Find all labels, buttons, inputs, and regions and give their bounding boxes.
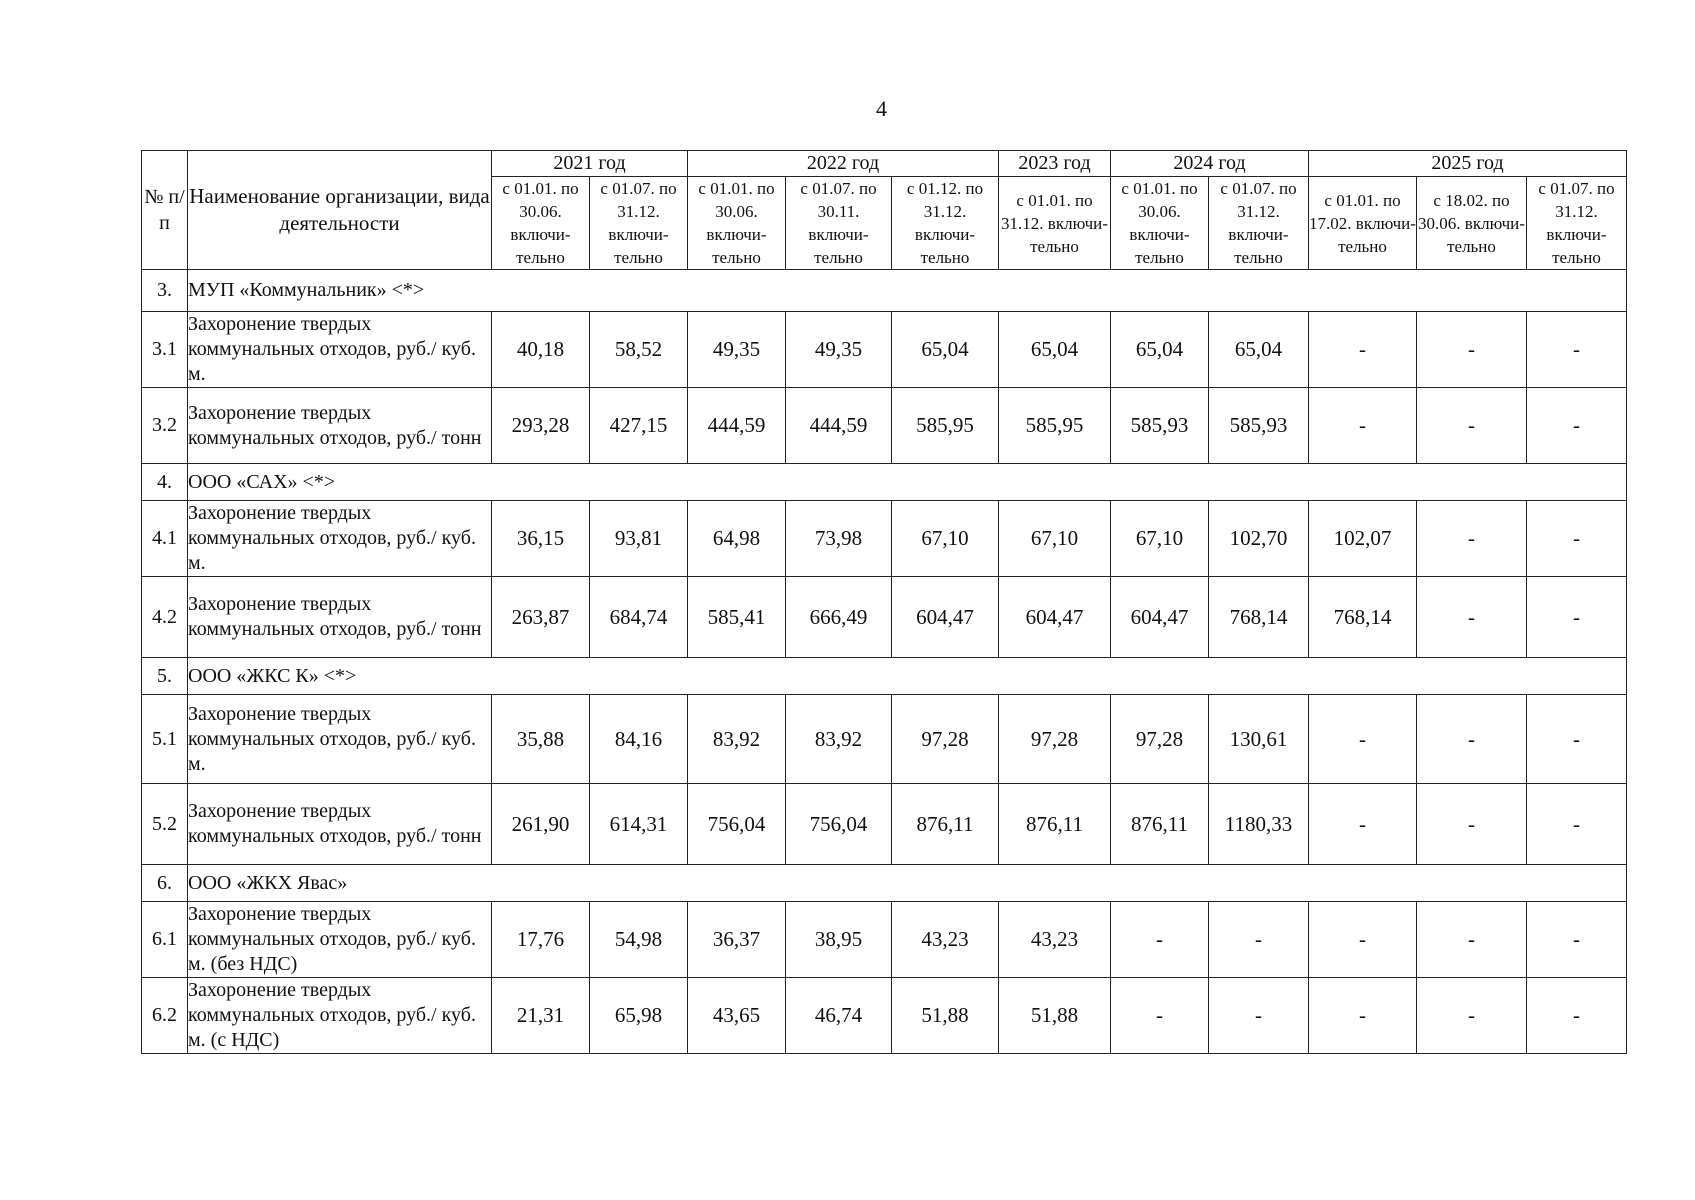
tariff-value: 768,14 xyxy=(1309,577,1417,658)
header-year-2024: 2024 год xyxy=(1111,151,1309,177)
row-name: Захоронение твердых коммунальных отходов, руб./ тонн xyxy=(188,577,492,658)
tariff-value: 51,88 xyxy=(892,978,999,1054)
tariff-value: 614,31 xyxy=(590,784,688,865)
tariff-value: 65,04 xyxy=(1209,312,1309,388)
table-row xyxy=(142,784,1627,865)
tariff-value: 97,28 xyxy=(892,695,999,784)
tariff-value: 17,76 xyxy=(492,902,590,978)
tariff-value: 604,47 xyxy=(1111,577,1209,658)
header-year-2023: 2023 год xyxy=(999,151,1111,177)
header-period: с 18.02. по 30.06. включи-тельно xyxy=(1417,177,1527,270)
tariff-value: 756,04 xyxy=(786,784,892,865)
tariff-value: - xyxy=(1527,501,1627,577)
tariff-value: 65,98 xyxy=(590,978,688,1054)
row-name: Захоронение твердых коммунальных отходов, руб./ куб. м. xyxy=(188,501,492,577)
section-row xyxy=(142,658,1627,695)
tariff-value: 427,15 xyxy=(590,388,688,464)
tariff-value: 130,61 xyxy=(1209,695,1309,784)
row-name: Захоронение твердых коммунальных отходов, руб./ тонн xyxy=(188,388,492,464)
row-number: 6.2 xyxy=(142,978,188,1054)
tariff-value: 585,95 xyxy=(892,388,999,464)
tariff-value: - xyxy=(1527,577,1627,658)
row-number: 3.1 xyxy=(142,312,188,388)
tariff-value: - xyxy=(1309,312,1417,388)
tariff-value: 54,98 xyxy=(590,902,688,978)
tariff-value: 67,10 xyxy=(892,501,999,577)
tariff-value: - xyxy=(1527,902,1627,978)
table-header xyxy=(142,151,1627,270)
row-number: 4.1 xyxy=(142,501,188,577)
tariff-value: - xyxy=(1527,312,1627,388)
tariff-value: 49,35 xyxy=(786,312,892,388)
header-row-number: № п/п xyxy=(142,151,188,270)
header-period: с 01.01. по 30.06. включи-тельно xyxy=(492,177,590,270)
tariff-value: 64,98 xyxy=(688,501,786,577)
header-organization-name: Наименование организации, вида деятельности xyxy=(188,151,492,270)
tariff-value: - xyxy=(1309,978,1417,1054)
tariff-value: 684,74 xyxy=(590,577,688,658)
section-number: 4. xyxy=(142,464,188,501)
section-title: ООО «ЖКХ Явас» xyxy=(188,865,1627,902)
table-row xyxy=(142,312,1627,388)
header-period: с 01.12. по 31.12. включи-тельно xyxy=(892,177,999,270)
tariff-value: 35,88 xyxy=(492,695,590,784)
tariff-value: 263,87 xyxy=(492,577,590,658)
tariff-value: 585,41 xyxy=(688,577,786,658)
tariff-value: - xyxy=(1527,978,1627,1054)
tariff-value: 585,93 xyxy=(1111,388,1209,464)
table-row xyxy=(142,902,1627,978)
page-number: 4 xyxy=(876,96,887,121)
tariff-value: 67,10 xyxy=(1111,501,1209,577)
tariff-value: 36,37 xyxy=(688,902,786,978)
tariff-table xyxy=(141,150,1627,1054)
tariff-value: 444,59 xyxy=(688,388,786,464)
tariff-value: 293,28 xyxy=(492,388,590,464)
tariff-value: - xyxy=(1417,577,1527,658)
tariff-value: 97,28 xyxy=(999,695,1111,784)
tariff-value: - xyxy=(1209,902,1309,978)
tariff-value: - xyxy=(1417,902,1527,978)
section-number: 3. xyxy=(142,270,188,312)
tariff-value: 36,15 xyxy=(492,501,590,577)
tariff-value: 604,47 xyxy=(892,577,999,658)
section-title: МУП «Коммунальник» <*> xyxy=(188,270,1627,312)
tariff-value: 93,81 xyxy=(590,501,688,577)
tariff-value: - xyxy=(1417,978,1527,1054)
header-period: с 01.07. по 31.12. включи-тельно xyxy=(1209,177,1309,270)
tariff-value: 21,31 xyxy=(492,978,590,1054)
tariff-value: 65,04 xyxy=(892,312,999,388)
tariff-value: 756,04 xyxy=(688,784,786,865)
header-period: с 01.07. по 31.12. включи-тельно xyxy=(1527,177,1627,270)
tariff-value: - xyxy=(1209,978,1309,1054)
tariff-value: - xyxy=(1309,784,1417,865)
header-year-2021: 2021 год xyxy=(492,151,688,177)
header-period: с 01.01. по 31.12. включи-тельно xyxy=(999,177,1111,270)
tariff-value: - xyxy=(1111,978,1209,1054)
tariff-value: - xyxy=(1309,902,1417,978)
tariff-value: - xyxy=(1417,388,1527,464)
tariff-value: 261,90 xyxy=(492,784,590,865)
tariff-value: 1180,33 xyxy=(1209,784,1309,865)
table-row xyxy=(142,978,1627,1054)
section-number: 5. xyxy=(142,658,188,695)
tariff-value: 43,23 xyxy=(892,902,999,978)
row-number: 4.2 xyxy=(142,577,188,658)
table-body xyxy=(142,270,1627,1054)
tariff-value: 585,95 xyxy=(999,388,1111,464)
tariff-value: 67,10 xyxy=(999,501,1111,577)
tariff-value: 876,11 xyxy=(1111,784,1209,865)
tariff-value: - xyxy=(1417,312,1527,388)
tariff-value: - xyxy=(1527,695,1627,784)
tariff-value: 876,11 xyxy=(892,784,999,865)
section-title: ООО «ЖКС К» <*> xyxy=(188,658,1627,695)
tariff-value: 83,92 xyxy=(786,695,892,784)
tariff-value: 97,28 xyxy=(1111,695,1209,784)
tariff-value: 43,65 xyxy=(688,978,786,1054)
tariff-value: 58,52 xyxy=(590,312,688,388)
tariff-value: 51,88 xyxy=(999,978,1111,1054)
tariff-value: 666,49 xyxy=(786,577,892,658)
section-number: 6. xyxy=(142,865,188,902)
tariff-value: 444,59 xyxy=(786,388,892,464)
header-period: с 01.07. по 31.12. включи-тельно xyxy=(590,177,688,270)
header-period: с 01.01. по 30.06. включи-тельно xyxy=(1111,177,1209,270)
table-row xyxy=(142,695,1627,784)
row-name: Захоронение твердых коммунальных отходов, руб./ тонн xyxy=(188,784,492,865)
row-name: Захоронение твердых коммунальных отходов, руб./ куб. м. xyxy=(188,695,492,784)
row-name: Захоронение твердых коммунальных отходов, руб./ куб. м. (без НДС) xyxy=(188,902,492,978)
section-row xyxy=(142,270,1627,312)
tariff-value: - xyxy=(1417,784,1527,865)
row-number: 5.1 xyxy=(142,695,188,784)
tariff-value: - xyxy=(1111,902,1209,978)
section-title: ООО «САХ» <*> xyxy=(188,464,1627,501)
tariff-value: 83,92 xyxy=(688,695,786,784)
tariff-value: 102,70 xyxy=(1209,501,1309,577)
tariff-value: 49,35 xyxy=(688,312,786,388)
tariff-value: 585,93 xyxy=(1209,388,1309,464)
tariff-value: - xyxy=(1309,695,1417,784)
row-name: Захоронение твердых коммунальных отходов, руб./ куб. м. xyxy=(188,312,492,388)
table-row xyxy=(142,501,1627,577)
tariff-value: 73,98 xyxy=(786,501,892,577)
section-row xyxy=(142,464,1627,501)
row-name: Захоронение твердых коммунальных отходов, руб./ куб. м. (с НДС) xyxy=(188,978,492,1054)
tariff-value: 876,11 xyxy=(999,784,1111,865)
header-period: с 01.07. по 30.11. включи-тельно xyxy=(786,177,892,270)
tariff-value: - xyxy=(1417,501,1527,577)
tariff-value: - xyxy=(1527,784,1627,865)
tariff-value: - xyxy=(1309,388,1417,464)
tariff-value: 40,18 xyxy=(492,312,590,388)
tariff-value: 43,23 xyxy=(999,902,1111,978)
row-number: 5.2 xyxy=(142,784,188,865)
tariff-value: 38,95 xyxy=(786,902,892,978)
header-period: с 01.01. по 30.06. включи-тельно xyxy=(688,177,786,270)
tariff-value: - xyxy=(1527,388,1627,464)
tariff-value: 65,04 xyxy=(1111,312,1209,388)
tariff-value: 65,04 xyxy=(999,312,1111,388)
table-row xyxy=(142,388,1627,464)
table-row xyxy=(142,577,1627,658)
tariff-value: 768,14 xyxy=(1209,577,1309,658)
tariff-value: 102,07 xyxy=(1309,501,1417,577)
header-year-2022: 2022 год xyxy=(688,151,999,177)
row-number: 3.2 xyxy=(142,388,188,464)
tariff-value: 84,16 xyxy=(590,695,688,784)
tariff-value: 46,74 xyxy=(786,978,892,1054)
tariff-value: - xyxy=(1417,695,1527,784)
section-row xyxy=(142,865,1627,902)
header-year-2025: 2025 год xyxy=(1309,151,1627,177)
header-period: с 01.01. по 17.02. включи-тельно xyxy=(1309,177,1417,270)
tariff-value: 604,47 xyxy=(999,577,1111,658)
row-number: 6.1 xyxy=(142,902,188,978)
